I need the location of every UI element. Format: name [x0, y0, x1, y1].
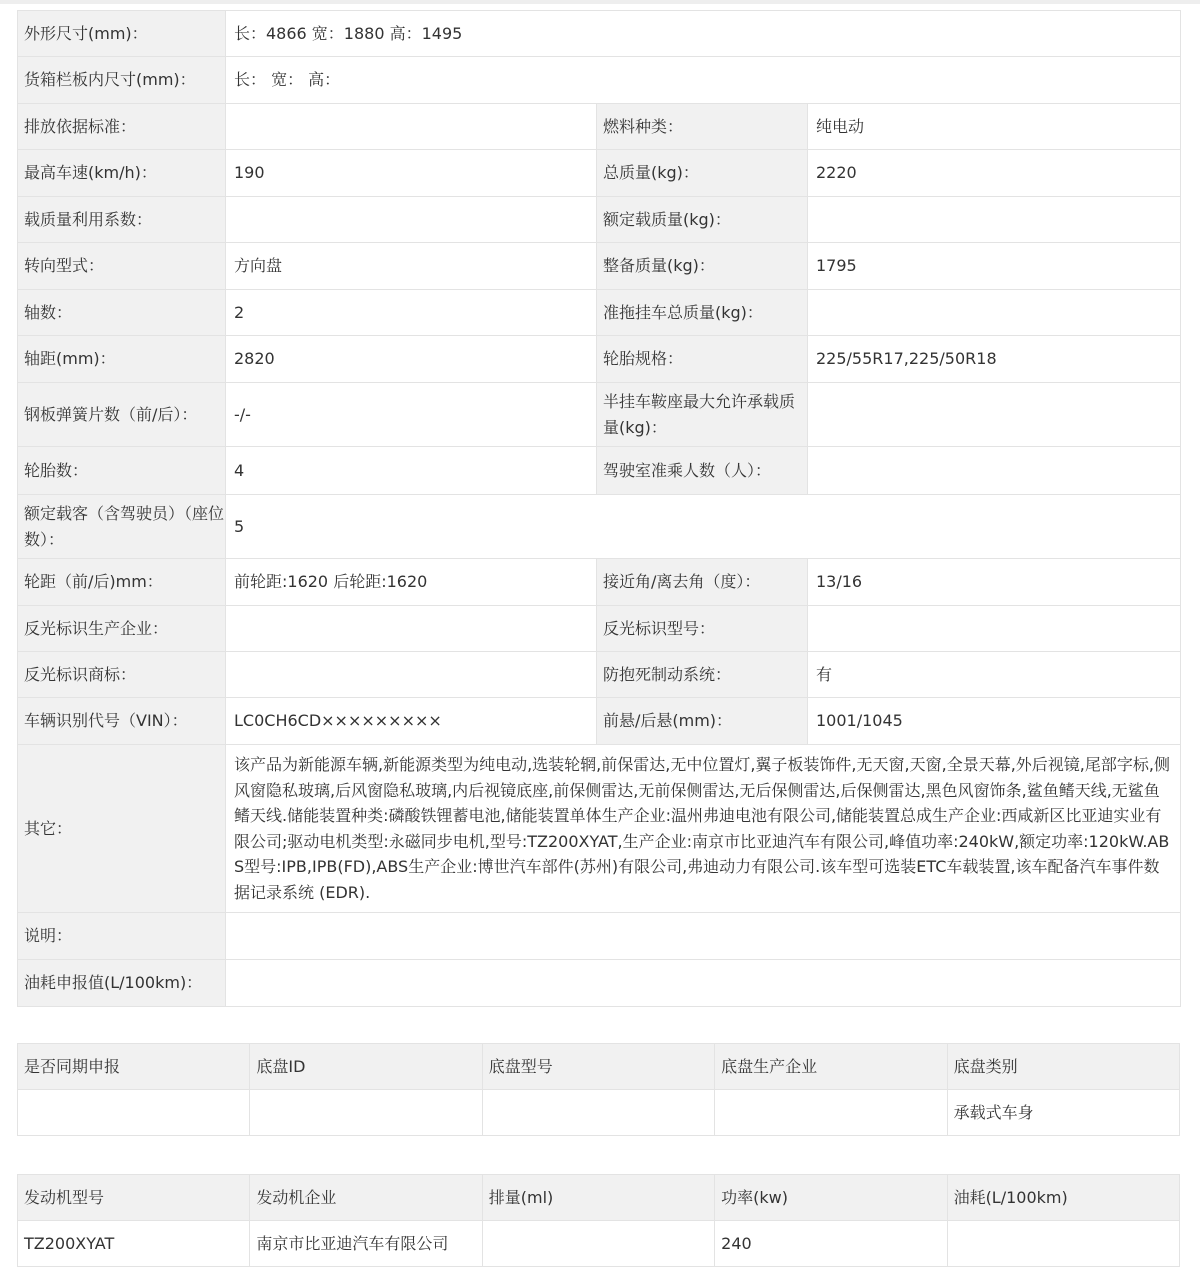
- spec-value: 4: [226, 447, 597, 495]
- spec-label: 排放依据标准：: [18, 104, 226, 150]
- spec-row: [18, 745, 1181, 913]
- spec-value: 纯电动: [808, 104, 1181, 150]
- spec-row: [18, 913, 1181, 960]
- spec-label: 燃料种类：: [597, 104, 808, 150]
- spec-value: 5: [226, 495, 1181, 559]
- spec-value: 前轮距:1620 后轮距:1620: [226, 559, 597, 606]
- spec-value: [808, 606, 1181, 652]
- engine-table: [17, 1174, 1180, 1267]
- spec-value: [226, 652, 597, 698]
- spec-value: 1001/1045: [808, 698, 1181, 745]
- spec-note-value: 该产品为新能源车辆,新能源类型为纯电动,选装轮辋,前保雷达,无中位置灯,翼子板装饰件,无天窗,天窗,全景天幕,外后视镜,尾部字标,侧风窗隐私玻璃,后风窗隐私玻璃,内后视镜底座,前保侧雷达,无前保侧雷达,无后保侧雷达,后保侧雷达,黑色风窗饰条,鲨鱼鳍天线,无鲨鱼鳍天线.储能装置种类:磷酸铁锂蓄电池,储能装置单体生产企业:温州弗迪电池有限公司,储能装置总成生产企业:西咸新区比亚迪实业有限公司;驱动电机类型:永磁同步电机,型号:TZ200XYAT,生产企业:南京市比亚迪汽车有限公司,峰值功率:240kW,额定功率:120kW.ABS型号:IPB,IPB(FD),ABS生产企业:博世汽车部件(苏州)有限公司,弗迪动力有限公司.该车型可选装ETC车载装置,该车配备汽车事件数据记录系统 (EDR).: [226, 745, 1181, 913]
- vehicle-spec-table: [17, 10, 1181, 1007]
- spec-row: [18, 960, 1181, 1007]
- spec-label: 轮胎数：: [18, 447, 226, 495]
- spec-row: [18, 11, 1181, 57]
- spec-value: 长：4866 宽：1880 高：1495: [226, 11, 1181, 57]
- chassis-header-cell: 底盘型号: [482, 1044, 714, 1090]
- spec-label: 额定载客（含驾驶员）（座位数）：: [18, 495, 226, 559]
- chassis-data-row: [18, 1090, 1180, 1136]
- spec-label: 反光标识生产企业：: [18, 606, 226, 652]
- spec-value: 有: [808, 652, 1181, 698]
- engine-header-cell: 油耗(L/100km): [947, 1175, 1179, 1221]
- top-divider: [0, 0, 1200, 4]
- spec-value: [226, 197, 597, 243]
- spec-label: 其它：: [18, 745, 226, 913]
- spec-value: [808, 197, 1181, 243]
- spec-value: -/-: [226, 383, 597, 447]
- chassis-header-row: [18, 1044, 1180, 1090]
- spec-label: 整备质量(kg)：: [597, 243, 808, 290]
- engine-data-cell: 240: [715, 1221, 947, 1267]
- spec-row: [18, 495, 1181, 559]
- spec-label: 轮胎规格：: [597, 336, 808, 383]
- spec-label: 载质量利用系数：: [18, 197, 226, 243]
- spec-label: 轴数：: [18, 290, 226, 336]
- spec-label: 油耗申报值(L/100km)：: [18, 960, 226, 1007]
- spec-label: 最高车速(km/h)：: [18, 150, 226, 197]
- spec-row: [18, 104, 1181, 150]
- spec-label: 前悬/后悬(mm)：: [597, 698, 808, 745]
- spec-value: 225/55R17,225/50R18: [808, 336, 1181, 383]
- spec-row: [18, 383, 1181, 447]
- chassis-data-cell: [482, 1090, 714, 1136]
- chassis-data-cell: [18, 1090, 250, 1136]
- spec-row: [18, 559, 1181, 606]
- spec-value: [226, 960, 1181, 1007]
- spec-label: 转向型式：: [18, 243, 226, 290]
- spec-value: 1795: [808, 243, 1181, 290]
- spec-value: [226, 606, 597, 652]
- spec-label: 货箱栏板内尺寸(mm)：: [18, 57, 226, 104]
- spec-value: [808, 383, 1181, 447]
- spec-row: [18, 150, 1181, 197]
- chassis-data-cell: 承载式车身: [947, 1090, 1179, 1136]
- spec-label: 说明：: [18, 913, 226, 960]
- spec-label: 总质量(kg)：: [597, 150, 808, 197]
- spec-label: 反光标识商标：: [18, 652, 226, 698]
- spec-label: 轮距（前/后)mm：: [18, 559, 226, 606]
- spec-row: [18, 652, 1181, 698]
- engine-header-cell: 功率(kw): [715, 1175, 947, 1221]
- spec-value: [226, 913, 1181, 960]
- spec-row: [18, 447, 1181, 495]
- spec-label: 车辆识别代号（VIN）：: [18, 698, 226, 745]
- spec-value: 13/16: [808, 559, 1181, 606]
- chassis-data-cell: [715, 1090, 947, 1136]
- spec-label: 额定载质量(kg)：: [597, 197, 808, 243]
- spec-row: [18, 698, 1181, 745]
- spec-row: [18, 243, 1181, 290]
- engine-header-cell: 发动机企业: [250, 1175, 482, 1221]
- spec-value: 2: [226, 290, 597, 336]
- spec-row: [18, 336, 1181, 383]
- spec-label: 轴距(mm)：: [18, 336, 226, 383]
- engine-data-cell: [482, 1221, 714, 1267]
- chassis-table: [17, 1043, 1180, 1136]
- engine-data-row: [18, 1221, 1180, 1267]
- spec-value: 方向盘: [226, 243, 597, 290]
- chassis-header-cell: 底盘ID: [250, 1044, 482, 1090]
- spec-label: 接近角/离去角（度）：: [597, 559, 808, 606]
- spec-value: 190: [226, 150, 597, 197]
- spec-label: 外形尺寸(mm)：: [18, 11, 226, 57]
- spec-value: [226, 104, 597, 150]
- spec-value: 2220: [808, 150, 1181, 197]
- spec-value: [808, 447, 1181, 495]
- engine-header-cell: 排量(ml): [482, 1175, 714, 1221]
- engine-header-row: [18, 1175, 1180, 1221]
- spec-row: [18, 197, 1181, 243]
- chassis-header-cell: 底盘生产企业: [715, 1044, 947, 1090]
- chassis-header-cell: 是否同期申报: [18, 1044, 250, 1090]
- spec-label: 准拖挂车总质量(kg)：: [597, 290, 808, 336]
- spec-value: [808, 290, 1181, 336]
- spec-label: 半挂车鞍座最大允许承载质量(kg)：: [597, 383, 808, 447]
- spec-label: 反光标识型号：: [597, 606, 808, 652]
- engine-data-cell: [947, 1221, 1179, 1267]
- chassis-header-cell: 底盘类别: [947, 1044, 1179, 1090]
- spec-row: [18, 57, 1181, 104]
- spec-row: [18, 290, 1181, 336]
- spec-label: 钢板弹簧片数（前/后）：: [18, 383, 226, 447]
- chassis-data-cell: [250, 1090, 482, 1136]
- spec-value: 2820: [226, 336, 597, 383]
- engine-data-cell: TZ200XYAT: [18, 1221, 250, 1267]
- spec-value: LC0CH6CD×××××××××: [226, 698, 597, 745]
- spec-row: [18, 606, 1181, 652]
- spec-value: 长： 宽： 高：: [226, 57, 1181, 104]
- engine-header-cell: 发动机型号: [18, 1175, 250, 1221]
- spec-label: 驾驶室准乘人数（人）：: [597, 447, 808, 495]
- engine-data-cell: 南京市比亚迪汽车有限公司: [250, 1221, 482, 1267]
- spec-label: 防抱死制动系统：: [597, 652, 808, 698]
